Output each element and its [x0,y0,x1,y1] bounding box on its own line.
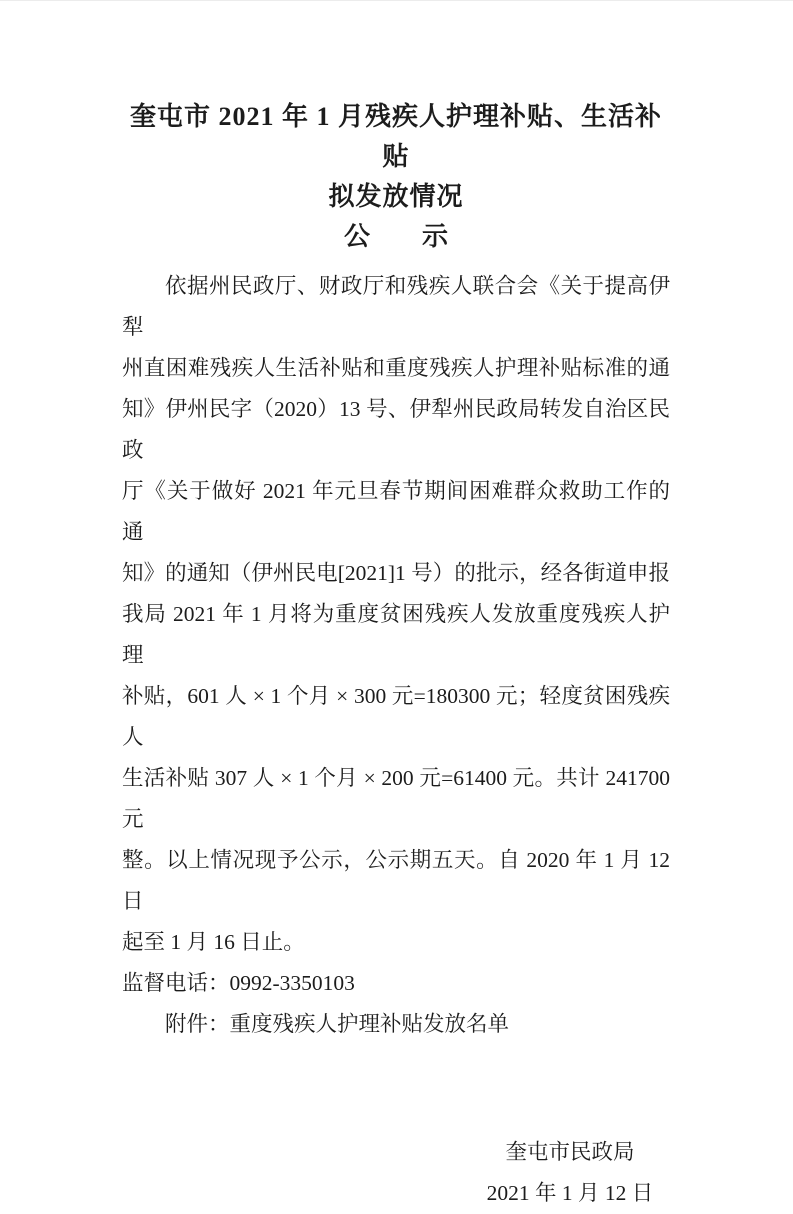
body-line: 厅《关于做好 2021 年元旦春节期间困难群众救助工作的通 [122,479,670,544]
body-line: 我局 2021 年 1 月将为重度贫困残疾人发放重度残疾人护理 [122,602,670,667]
body-line: 州直困难残疾人生活补贴和重度残疾人护理补贴标准的通 [122,356,670,380]
issue-date: 2021 年 1 月 12 日 [486,1181,654,1205]
notice-heading: 公 示 [343,222,448,251]
document-title [122,97,670,217]
attachment-line: 附件：重度残疾人护理补贴发放名单 [165,1012,510,1036]
supervision-phone-line: 监督电话：0992-3350103 [122,971,355,995]
issuer-name: 奎屯市民政局 [505,1140,635,1164]
document-title-line2: 拟发放情况 [328,182,464,211]
body-line: 生活补贴 307 人 × 1 个月 × 200 元=61400 元。共计 241700 元 [122,766,670,831]
body-line: 补贴，601 人 × 1 个月 × 300 元=180300 元；轻度贫困残疾人 [122,684,670,749]
document-title-line1: 奎屯市 2021 年 1 月残疾人护理补贴、生活补贴 [129,102,662,171]
body-line: 知》伊州民字（2020）13 号、伊犁州民政局转发自治区民政 [122,397,670,462]
body-line: 知》的通知（伊州民电[2021]1 号）的批示，经各街道申报 [122,561,670,585]
body-line: 整。以上情况现予公示，公示期五天。自 2020 年 1 月 12 日 [122,848,670,913]
body-line: 依据州民政厅、财政厅和残疾人联合会《关于提高伊犁 [122,274,670,339]
notice-body [122,266,670,1045]
body-line: 起至 1 月 16 日止。 [122,930,305,954]
signature-block [470,1132,670,1214]
